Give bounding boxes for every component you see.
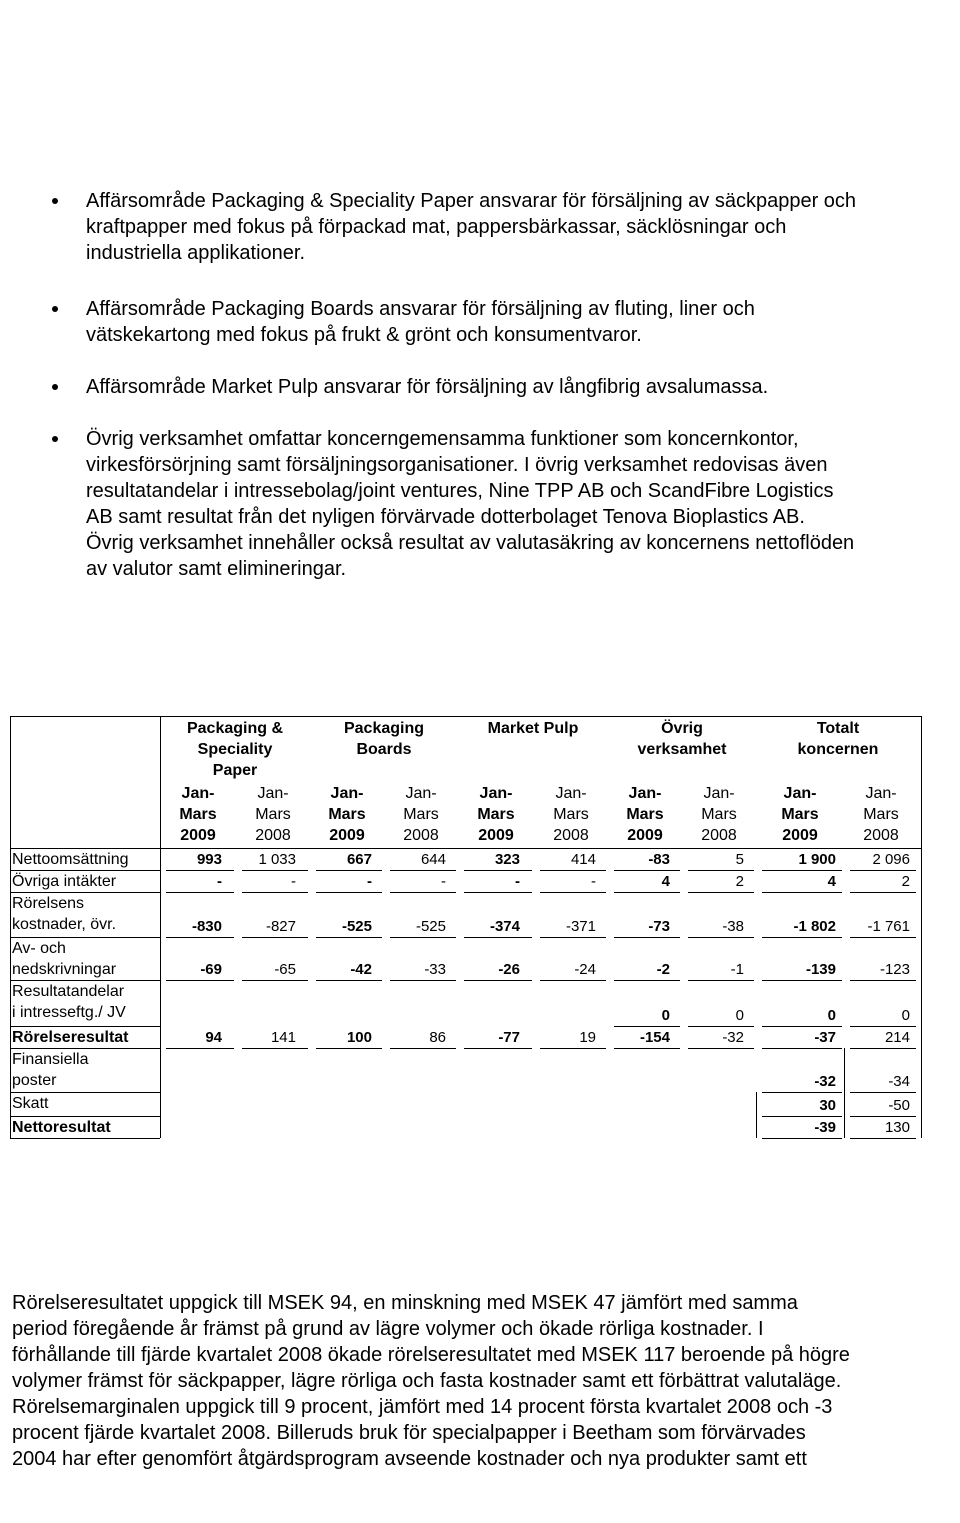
table-rule	[762, 937, 842, 938]
table-rule	[762, 1116, 842, 1117]
table-rule	[614, 937, 680, 938]
table-cell: -24	[574, 961, 596, 978]
bullet-text-line: industriella applikationer.	[86, 242, 306, 264]
table-rule	[850, 1048, 916, 1049]
table-cell: -33	[424, 961, 446, 978]
table-cell: -	[591, 873, 596, 890]
table-rule	[850, 1092, 916, 1093]
table-cell: 667	[346, 851, 372, 868]
table-group-header: Packaging	[343, 720, 425, 737]
table-row-label: Resultatandelar	[12, 983, 125, 1000]
table-period-header: Mars	[328, 806, 366, 823]
bullet-text-line: Övrig verksamhet omfattar koncerngemensamma funktioner som koncernkontor,	[86, 428, 799, 450]
table-cell: -830	[191, 918, 222, 935]
table-rule	[688, 892, 754, 893]
bullet-text-line: resultatandelar i intressebolag/joint ventures, Nine TPP AB och ScandFibre Logistics	[86, 480, 834, 502]
bullet-text-line: AB samt resultat från det nyligen förvärvade dotterbolaget Tenova Bioplastics AB.	[86, 506, 805, 528]
table-rule	[850, 1138, 916, 1139]
table-period-header: Mars	[477, 806, 515, 823]
table-rule	[762, 1092, 842, 1093]
psp-text-line: 2004 har efter genomfört åtgärdsprogram avseende kostnader och nya produkter samt ett	[12, 1448, 807, 1470]
table-cell: 993	[196, 851, 222, 868]
table-period-header: Jan-	[257, 785, 289, 802]
bullet-text-line: Affärsområde Market Pulp ansvarar för försäljning av långfibrig avsalumassa.	[86, 376, 769, 398]
table-rule	[464, 892, 532, 893]
table-period-header: Jan-	[783, 785, 817, 802]
table-period-header: Mars	[255, 806, 291, 823]
table-rule	[10, 1116, 11, 1138]
table-group-header: Market Pulp	[487, 720, 579, 737]
table-rule	[762, 1048, 842, 1049]
table-rule	[10, 716, 922, 717]
table-rule	[166, 1048, 234, 1049]
table-rule	[390, 980, 456, 981]
table-row-label: Rörelseresultat	[12, 1029, 129, 1046]
table-rule	[390, 1048, 456, 1049]
table-period-header: 2009	[627, 827, 663, 844]
table-rule	[10, 892, 11, 937]
table-group-header: Paper	[212, 762, 258, 779]
table-cell: -37	[814, 1029, 836, 1046]
table-rule	[844, 1048, 845, 1138]
table-rule	[316, 892, 382, 893]
table-cell: -34	[888, 1073, 910, 1090]
table-rule	[850, 980, 916, 981]
table-rule	[614, 870, 680, 871]
table-cell: -1 802	[793, 918, 836, 935]
table-cell: -	[367, 873, 372, 890]
table-period-header: Mars	[863, 806, 899, 823]
table-cell: -38	[722, 918, 744, 935]
table-cell: 0	[901, 1007, 910, 1024]
table-period-header: 2008	[403, 827, 439, 844]
psp-text-line: period föregående år främst på grund av lägre volymer och ökade rörliga kostnader. I	[12, 1318, 764, 1340]
table-cell: -	[217, 873, 222, 890]
table-rule	[540, 980, 606, 981]
table-cell: -65	[274, 961, 296, 978]
table-cell: -374	[489, 918, 520, 935]
table-period-header: 2009	[180, 827, 216, 844]
bullet-text-line: Affärsområde Packaging & Speciality Paper ansvarar för försäljning av säckpapper och	[86, 190, 857, 212]
table-cell: -827	[265, 918, 296, 935]
table-cell: -39	[814, 1119, 836, 1136]
table-cell: 2 096	[872, 851, 910, 868]
table-period-header: Mars	[553, 806, 589, 823]
table-rule	[762, 1138, 842, 1139]
table-row-label: Rörelsens	[12, 895, 85, 912]
table-rule	[464, 1048, 532, 1049]
table-row-label: Nettoomsättning	[12, 851, 129, 868]
table-rule	[316, 1048, 382, 1049]
table-cell: -73	[648, 918, 670, 935]
table-rule	[10, 716, 11, 848]
table-rule	[10, 1048, 11, 1092]
table-cell: -	[515, 873, 520, 890]
table-rule	[160, 1116, 161, 1138]
table-rule	[166, 937, 234, 938]
table-period-header: Jan-	[181, 785, 215, 802]
table-group-header: Packaging &	[186, 720, 284, 737]
table-rule	[850, 937, 916, 938]
table-period-header: 2008	[863, 827, 899, 844]
table-rule	[850, 1026, 916, 1027]
table-cell: -123	[879, 961, 910, 978]
table-rule	[688, 1026, 754, 1027]
table-period-header: Jan-	[330, 785, 364, 802]
table-cell: 19	[579, 1029, 596, 1046]
table-cell: -154	[639, 1029, 670, 1046]
table-rule	[390, 870, 456, 871]
bullet-text-line: virkesförsörjning samt försäljningsorganisationer. I övrig verksamhet redovisas även	[86, 454, 828, 476]
table-cell: 86	[429, 1029, 446, 1046]
table-period-header: 2009	[478, 827, 514, 844]
table-period-header: 2009	[782, 827, 818, 844]
table-rule	[390, 937, 456, 938]
table-cell: 2	[735, 873, 744, 890]
table-cell: -50	[888, 1097, 910, 1114]
table-row-label: poster	[12, 1072, 57, 1089]
table-period-header: Jan-	[479, 785, 513, 802]
table-cell: 4	[827, 873, 836, 890]
table-rule	[160, 1048, 161, 1092]
table-rule	[756, 1092, 757, 1138]
table-rule	[464, 870, 532, 871]
table-cell: 130	[884, 1119, 910, 1136]
table-rule	[540, 937, 606, 938]
table-group-header: Boards	[356, 741, 412, 758]
psp-text-line: Rörelseresultatet uppgick till MSEK 94, en minskning med MSEK 47 jämfört med samma	[12, 1292, 798, 1314]
table-cell: 0	[661, 1007, 670, 1024]
table-rule	[614, 1048, 680, 1049]
table-rule	[614, 1026, 680, 1027]
table-cell: 100	[346, 1029, 372, 1046]
table-group-header: koncernen	[797, 741, 879, 758]
table-cell: 141	[270, 1029, 296, 1046]
table-cell: 414	[570, 851, 596, 868]
table-group-header: Övrig	[661, 720, 703, 737]
table-cell: -1	[730, 961, 744, 978]
bullet-text-line: Affärsområde Packaging Boards ansvarar för försäljning av fluting, liner och	[86, 298, 755, 320]
table-cell: -2	[656, 961, 670, 978]
psp-text-line: förhållande till fjärde kvartalet 2008 ökade rörelseresultatet med MSEK 117 beroende på högre	[12, 1344, 850, 1366]
table-rule	[10, 937, 11, 980]
table-cell: -26	[498, 961, 520, 978]
table-cell: -32	[814, 1073, 836, 1090]
table-row-label: i intresseftg./ JV	[12, 1004, 126, 1021]
table-row-label: Av- och	[12, 940, 66, 957]
psp-text-line: volymer främst för säckpapper, lägre rörliga och fasta kostnader samt ett förbättrat valutaläge.	[12, 1370, 842, 1392]
table-period-header: Mars	[781, 806, 819, 823]
table-rule	[464, 980, 532, 981]
table-cell: -77	[498, 1029, 520, 1046]
table-rule	[688, 980, 754, 981]
table-row-label: Nettoresultat	[12, 1119, 111, 1136]
table-rule	[921, 848, 922, 1138]
table-row-label: nedskrivningar	[12, 961, 117, 978]
table-rule	[921, 716, 922, 848]
table-rule	[850, 1116, 916, 1117]
bullet-text-line: Övrig verksamhet innehåller också resultat av valutasäkring av koncernens nettoflöden	[86, 532, 855, 554]
table-rule	[540, 892, 606, 893]
table-rule	[10, 1092, 11, 1116]
table-rule	[242, 1048, 308, 1049]
table-cell: -525	[341, 918, 372, 935]
table-cell: 94	[205, 1029, 222, 1046]
table-rule	[10, 848, 11, 870]
table-period-header: Jan-	[703, 785, 735, 802]
table-period-header: Jan-	[405, 785, 437, 802]
table-rule	[850, 892, 916, 893]
table-rule	[242, 892, 308, 893]
table-rule	[242, 870, 308, 871]
table-rule	[166, 870, 234, 871]
table-cell: -139	[805, 961, 836, 978]
table-cell: 30	[819, 1097, 836, 1114]
table-rule	[316, 937, 382, 938]
table-row-label: Övriga intäkter	[12, 873, 117, 890]
table-cell: 4	[661, 873, 670, 890]
table-period-header: Jan-	[628, 785, 662, 802]
table-rule	[850, 870, 916, 871]
table-rule	[390, 892, 456, 893]
table-rule	[10, 870, 11, 892]
table-period-header: Mars	[626, 806, 664, 823]
psp-text-line: procent fjärde kvartalet 2008. Billeruds bruk för specialpapper i Beetham som förvärvades	[12, 1422, 806, 1444]
table-cell: 1 900	[798, 851, 836, 868]
table-rule	[540, 870, 606, 871]
table-cell: -525	[415, 918, 446, 935]
table-cell: 644	[420, 851, 446, 868]
table-period-header: 2008	[553, 827, 589, 844]
table-cell: 2	[901, 873, 910, 890]
table-cell: -83	[648, 851, 670, 868]
table-cell: -1 761	[867, 918, 910, 935]
table-group-header: Speciality	[197, 741, 273, 758]
table-row-label: Finansiella	[12, 1051, 89, 1068]
table-cell: 1 033	[258, 851, 296, 868]
table-cell: -69	[200, 961, 222, 978]
table-rule	[316, 870, 382, 871]
table-cell: 214	[884, 1029, 910, 1046]
table-cell: 5	[735, 851, 744, 868]
table-row-label: kostnader, övr.	[12, 916, 117, 933]
table-cell: -	[441, 873, 446, 890]
table-rule	[762, 870, 842, 871]
table-period-header: Mars	[403, 806, 439, 823]
table-cell: 0	[735, 1007, 744, 1024]
bullet-text-line: vätskekartong med fokus på frukt & grönt och konsumentvaror.	[86, 324, 642, 346]
table-cell: -371	[565, 918, 596, 935]
table-rule	[688, 937, 754, 938]
table-period-header: Mars	[179, 806, 217, 823]
table-rule	[688, 870, 754, 871]
table-period-header: 2008	[701, 827, 737, 844]
table-rule	[762, 892, 842, 893]
table-rule	[242, 937, 308, 938]
table-rule	[10, 980, 11, 1026]
table-period-header: Jan-	[555, 785, 587, 802]
table-row-label: Skatt	[12, 1095, 49, 1112]
table-cell: 0	[827, 1007, 836, 1024]
table-period-header: 2008	[255, 827, 291, 844]
table-period-header: Mars	[701, 806, 737, 823]
table-group-header: Totalt	[816, 720, 860, 737]
table-rule	[540, 1048, 606, 1049]
table-period-header: 2009	[329, 827, 365, 844]
bullet-text-line: kraftpapper med fokus på förpackad mat, pappersbärkassar, säcklösningar och	[86, 216, 787, 238]
table-rule	[166, 892, 234, 893]
table-rule	[464, 937, 532, 938]
table-rule	[160, 1092, 161, 1116]
table-rule	[614, 892, 680, 893]
table-rule	[166, 980, 234, 981]
table-rule	[614, 980, 680, 981]
table-rule	[10, 1138, 160, 1139]
table-rule	[688, 1048, 754, 1049]
table-cell: -	[291, 873, 296, 890]
table-group-header: verksamhet	[637, 741, 727, 758]
psp-text-line: Rörelsemarginalen uppgick till 9 procent, jämfört med 14 procent första kvartalet 2008 och -3	[12, 1396, 833, 1418]
table-rule	[10, 1026, 11, 1048]
bullet-text-line: av valutor samt elimineringar.	[86, 558, 347, 580]
table-rule	[160, 980, 161, 1026]
table-rule	[242, 980, 308, 981]
table-cell: 323	[494, 851, 520, 868]
table-rule	[762, 1026, 842, 1027]
table-rule	[762, 980, 842, 981]
table-period-header: Jan-	[865, 785, 897, 802]
table-rule	[10, 848, 922, 849]
table-rule	[316, 980, 382, 981]
table-cell: -32	[722, 1029, 744, 1046]
table-cell: -42	[350, 961, 372, 978]
